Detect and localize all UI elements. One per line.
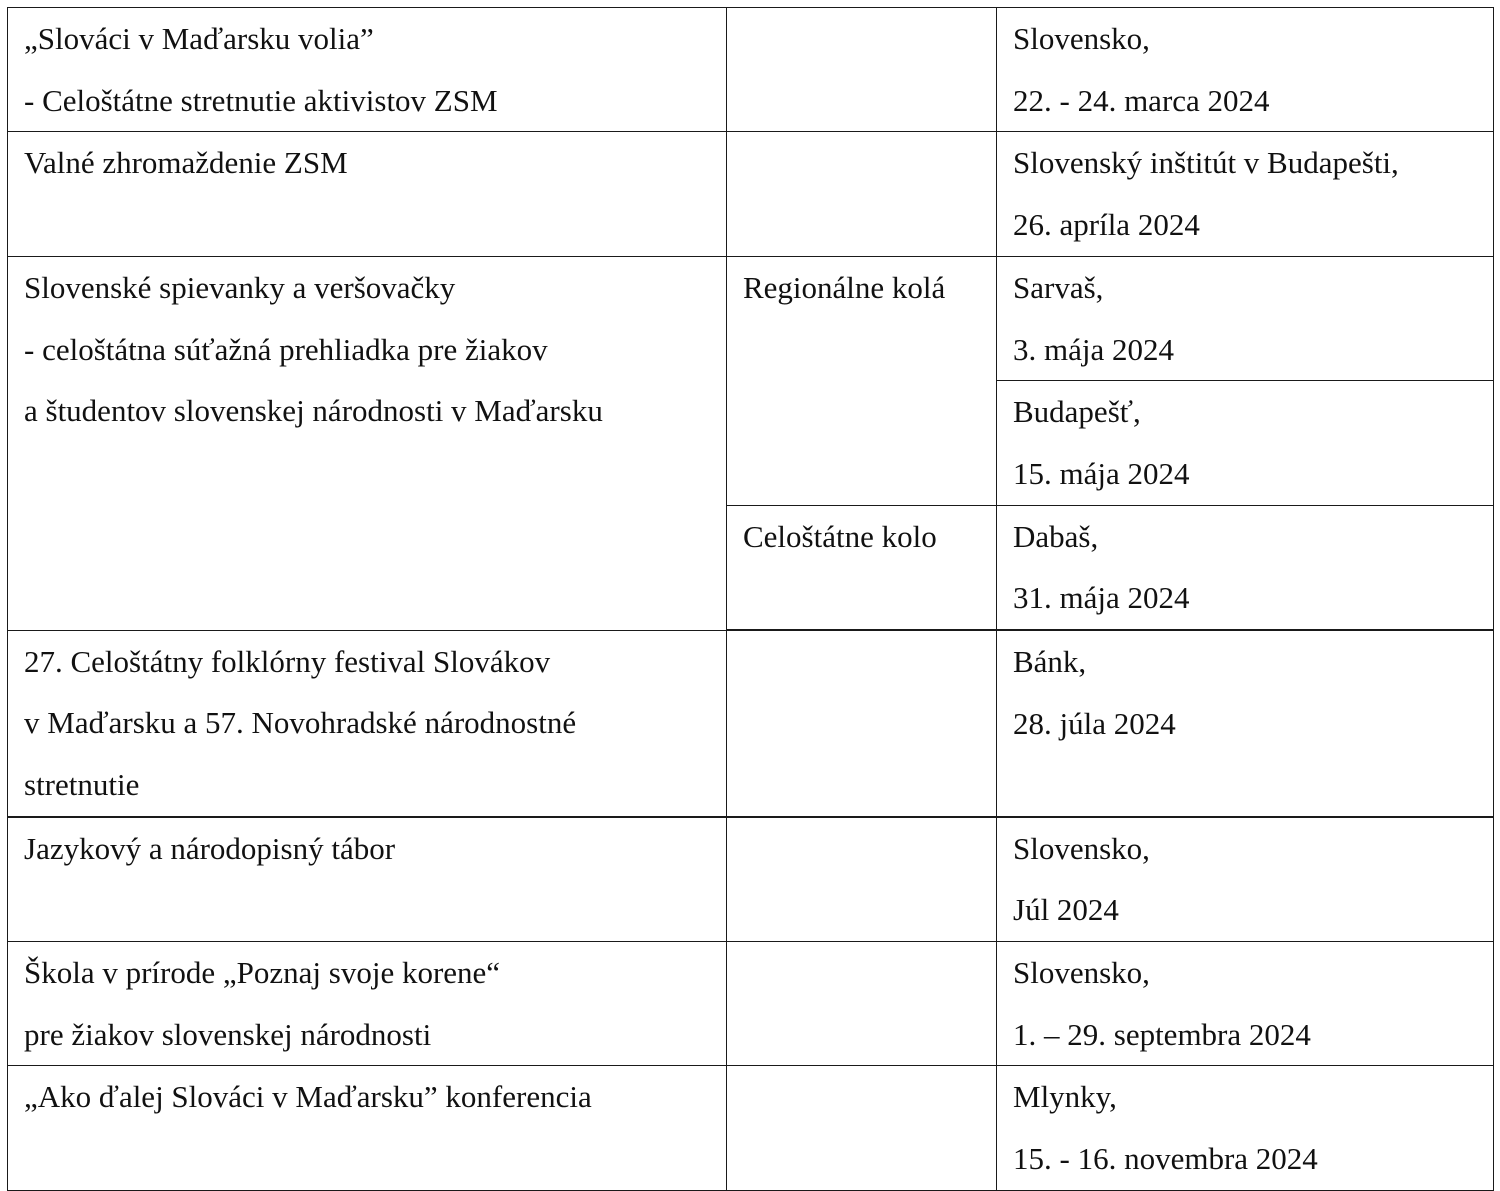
- place-text: Slovensko,: [1013, 955, 1150, 991]
- table-row: [8, 630, 1494, 817]
- round-cell: [727, 132, 997, 256]
- event-text: stretnutie: [24, 766, 140, 802]
- event-cell: [8, 942, 727, 1066]
- round-text: Celoštátne kolo: [743, 518, 937, 554]
- place-date-cell: [997, 1066, 1494, 1190]
- place-date-cell: [997, 256, 1494, 380]
- event-text: Škola v prírode „Poznaj svoje korene“: [24, 955, 501, 991]
- event-text: - celoštátna súťažná prehliadka pre žiakov: [24, 331, 548, 367]
- place-date-cell: [997, 630, 1494, 817]
- round-cell: [727, 8, 997, 132]
- round-text: Regionálne kolá: [743, 269, 946, 305]
- round-cell: [727, 256, 997, 505]
- place-date-cell: [997, 817, 1494, 942]
- event-cell: [8, 630, 727, 817]
- place-date-cell: [997, 381, 1494, 505]
- place-text: Slovensko,: [1013, 21, 1150, 56]
- event-cell: [8, 1066, 727, 1190]
- event-text: „Ako ďalej Slováci v Maďarsku” konferencia: [24, 1079, 592, 1115]
- place-text: Bánk,: [1013, 644, 1087, 680]
- event-cell: [8, 8, 727, 132]
- round-cell: [727, 505, 997, 630]
- date-text: 22. - 24. marca 2024: [1013, 82, 1270, 118]
- date-text: 28. júla 2024: [1013, 705, 1176, 741]
- place-text: Sarvaš,: [1013, 269, 1104, 305]
- table-row: [8, 942, 1494, 1066]
- event-text: 27. Celoštátny folklórny festival Slovákov: [24, 643, 551, 679]
- place-date-cell: [997, 8, 1494, 132]
- date-text: Júl 2024: [1013, 892, 1119, 928]
- place-text: Dabaš,: [1013, 518, 1099, 554]
- event-text: Slovenské spievanky a veršovačky: [24, 269, 456, 305]
- event-text: v Maďarsku a 57. Novohradské národnostné: [24, 705, 577, 741]
- round-cell: [727, 1066, 997, 1190]
- place-text: Slovenský inštitút v Budapešti,: [1013, 145, 1399, 181]
- table-row: [8, 256, 1494, 380]
- place-date-cell: [997, 505, 1494, 630]
- date-text: 15. - 16. novembra 2024: [1013, 1141, 1318, 1177]
- date-text: 3. mája 2024: [1013, 331, 1174, 367]
- event-cell: [8, 256, 727, 630]
- date-text: 15. mája 2024: [1013, 455, 1190, 491]
- place-text: Budapešť,: [1013, 394, 1141, 430]
- event-text: - Celoštátne stretnutie aktivistov ZSM: [24, 82, 498, 118]
- place-date-cell: [997, 132, 1494, 256]
- event-cell: [8, 817, 727, 942]
- table-row: [8, 8, 1494, 132]
- round-cell: [727, 630, 997, 817]
- event-text: Jazykový a národopisný tábor: [24, 830, 396, 866]
- event-text: a študentov slovenskej národnosti v Maďarsku: [24, 393, 603, 429]
- date-text: 26. apríla 2024: [1013, 207, 1200, 243]
- event-text: „Slováci v Maďarsku volia”: [24, 21, 374, 56]
- place-text: Slovensko,: [1013, 830, 1150, 866]
- place-text: Mlynky,: [1013, 1079, 1117, 1115]
- event-text: pre žiakov slovenskej národnosti: [24, 1016, 432, 1052]
- event-text: Valné zhromaždenie ZSM: [24, 145, 348, 181]
- round-cell: [727, 817, 997, 942]
- events-table: [7, 7, 1494, 1191]
- place-date-cell: [997, 942, 1494, 1066]
- date-text: 1. – 29. septembra 2024: [1013, 1016, 1311, 1052]
- round-cell: [727, 942, 997, 1066]
- date-text: 31. mája 2024: [1013, 580, 1190, 616]
- event-cell: [8, 132, 727, 256]
- table-row: [8, 132, 1494, 256]
- table-row: [8, 817, 1494, 942]
- table-row: [8, 1066, 1494, 1190]
